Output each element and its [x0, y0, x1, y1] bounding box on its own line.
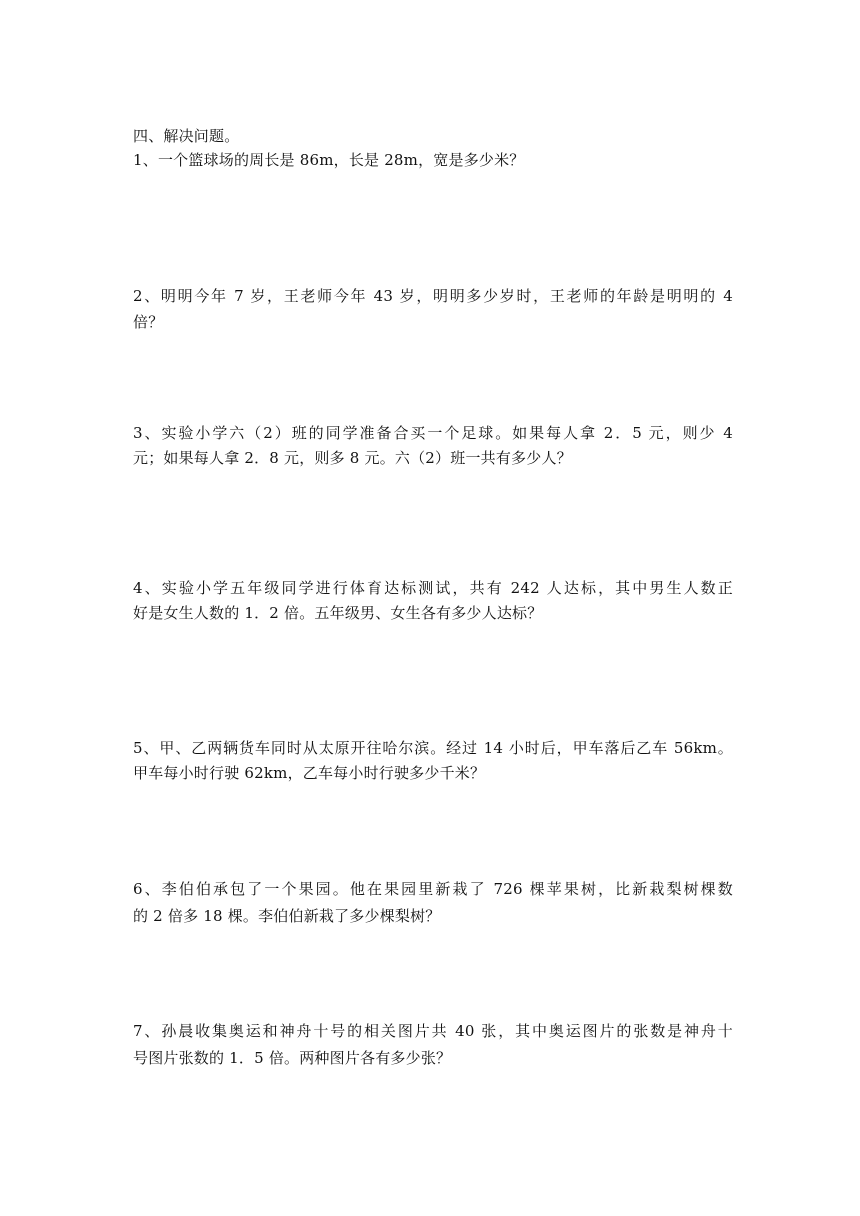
problem-4-line-1: 4、实验小学五年级同学进行体育达标测试，共有 242 人达标，其中男生人数正 — [133, 579, 733, 597]
problem-6-line-1: 6、李伯伯承包了一个果园。他在果园里新栽了 726 棵苹果树，比新栽梨树棵数 — [133, 880, 733, 898]
problem-2-line-2: 倍？ — [133, 313, 164, 331]
problem-3-line-2: 元；如果每人拿 2．8 元，则多 8 元。六（2）班一共有多少人？ — [133, 449, 572, 467]
problem-2-line-1: 2、明明今年 7 岁，王老师今年 43 岁，明明多少岁时，王老师的年龄是明明的 4 — [133, 287, 733, 305]
problem-1-line-1: 1、一个篮球场的周长是 86m，长是 28m，宽是多少米？ — [133, 151, 525, 169]
problem-5-line-1: 5、甲、乙两辆货车同时从太原开往哈尔滨。经过 14 小时后，甲车落后乙车 56km。 — [133, 739, 733, 757]
problem-5-line-2: 甲车每小时行驶 62km，乙车每小时行驶多少千米？ — [133, 764, 486, 782]
problem-3-line-1: 3、实验小学六（2）班的同学准备合买一个足球。如果每人拿 2．5 元，则少 4 — [133, 424, 733, 442]
problem-7-line-1: 7、孙晨收集奥运和神舟十号的相关图片共 40 张，其中奥运图片的张数是神舟十 — [133, 1022, 733, 1040]
problem-7-line-2: 号图片张数的 1．5 倍。两种图片各有多少张？ — [133, 1049, 452, 1067]
problem-6-line-2: 的 2 倍多 18 棵。李伯伯新栽了多少棵梨树？ — [133, 907, 441, 925]
section-title: 四、解决问题。 — [133, 127, 240, 145]
problem-4-line-2: 好是女生人数的 1．2 倍。五年级男、女生各有多少人达标？ — [133, 604, 543, 622]
